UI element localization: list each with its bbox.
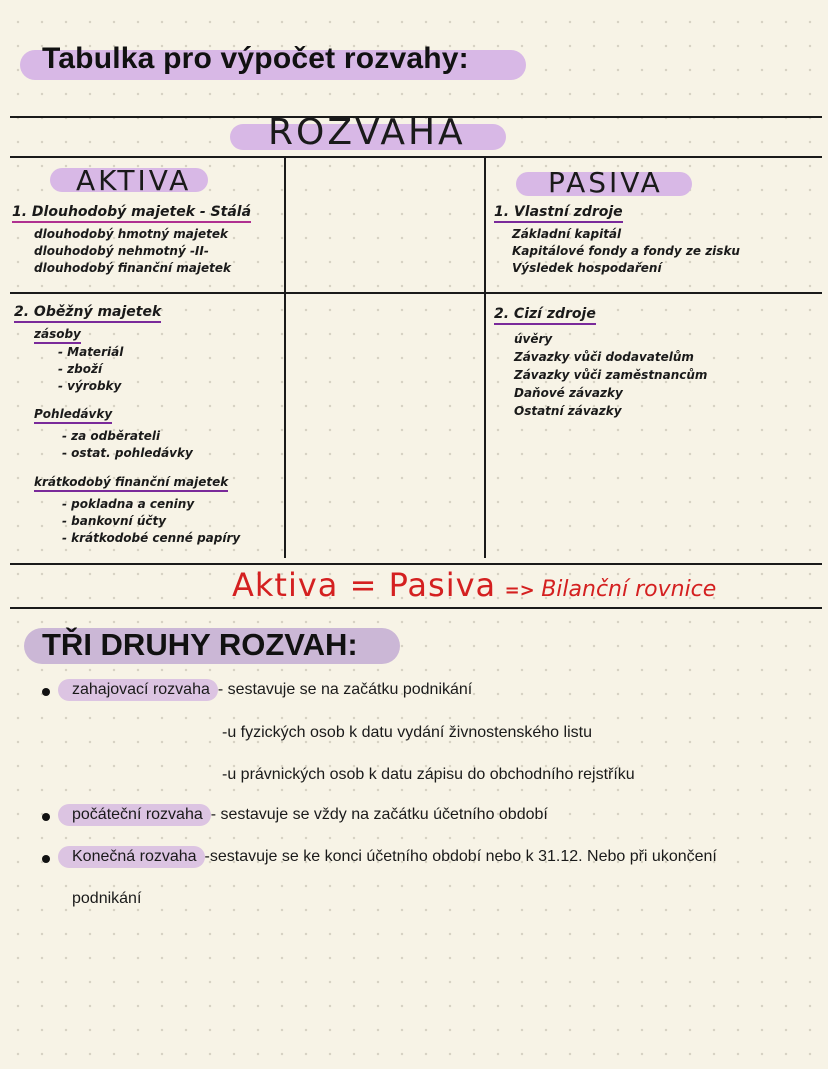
zasoby-label xyxy=(34,326,81,343)
term-highlight: počáteční rozvaha xyxy=(58,804,211,826)
list-item: Kapitálové fondy a fondy ze zisku xyxy=(512,244,740,258)
aktiva-section2-title xyxy=(14,304,161,320)
pasiva-section1-title-text: 1. Vlastní zdroje xyxy=(494,204,623,223)
list-item: dlouhodobý hmotný majetek xyxy=(34,227,228,241)
rozvaha-heading: ROZVAHA xyxy=(268,112,466,153)
list-item: Daňové závazky xyxy=(514,386,623,400)
list-item xyxy=(58,848,717,866)
table-mid-line xyxy=(10,292,822,294)
list-item xyxy=(58,806,548,824)
bullet-icon xyxy=(42,855,50,863)
aktiva-section1-list xyxy=(34,226,231,277)
pohledavky-label-text: Pohledávky xyxy=(34,407,112,424)
list-item: dlouhodobý nehmotný -II- xyxy=(34,244,209,258)
list-item: - Materiál xyxy=(58,345,124,359)
page-title: Tabulka pro výpočet rozvahy: xyxy=(42,42,469,75)
balance-equation xyxy=(232,566,716,604)
aktiva-section1-title xyxy=(12,204,251,220)
list-item: Závazky vůči dodavatelům xyxy=(514,350,694,364)
list-item: Výsledek hospodaření xyxy=(512,261,662,275)
zasoby-list xyxy=(58,344,123,395)
item-text: - sestavuje se na začátku podnikání xyxy=(217,681,473,698)
list-item: - za odběrateli xyxy=(62,429,161,443)
term-highlight: zahajovací rozvaha xyxy=(58,679,218,701)
equation-arrow: => xyxy=(504,580,535,601)
item-text: -sestavuje se ke konci účetního období nebo k 31.12. Nebo při ukončení xyxy=(204,848,717,865)
list-item: - bankovní účty xyxy=(62,514,167,528)
subitem: -u fyzických osob k datu vydání živnostenského listu xyxy=(222,724,592,741)
list-item: - krátkodobé cenné papíry xyxy=(62,531,241,545)
pohledavky-list xyxy=(62,428,193,462)
list-item xyxy=(58,681,472,699)
table-col-divider-left xyxy=(284,158,286,558)
item-continuation: podnikání xyxy=(72,890,142,907)
kratkodoby-label-text: krátkodobý finanční majetek xyxy=(34,475,228,492)
zasoby-label-text: zásoby xyxy=(34,327,81,344)
bullet-icon xyxy=(42,688,50,696)
list-item: Ostatní závazky xyxy=(514,404,622,418)
aktiva-section1-title-text: 1. Dlouhodobý majetek - Stálá xyxy=(12,204,251,223)
table-col-divider-right xyxy=(484,158,486,558)
list-item: - zboží xyxy=(58,362,103,376)
pasiva-heading: PASIVA xyxy=(548,166,663,199)
pohledavky-label xyxy=(34,406,112,423)
pasiva-section1-title xyxy=(494,204,623,220)
list-item: - pokladna a ceniny xyxy=(62,497,195,511)
pasiva-section2-list xyxy=(514,330,707,420)
pasiva-section2-title-text: 2. Cizí zdroje xyxy=(494,306,596,325)
pasiva-section1-list xyxy=(512,226,740,277)
section2-title: TŘI DRUHY ROZVAH: xyxy=(42,627,358,662)
aktiva-section2-title-text: 2. Oběžný majetek xyxy=(14,304,161,323)
kratkodoby-list xyxy=(62,496,240,547)
list-item: - výrobky xyxy=(58,379,122,393)
equation-note: Bilanční rovnice xyxy=(541,577,717,602)
equation-text: Aktiva = Pasiva xyxy=(232,566,497,604)
bullet-icon xyxy=(42,813,50,821)
item-text: - sestavuje se vždy na začátku účetního období xyxy=(210,806,548,823)
list-item: Základní kapitál xyxy=(512,227,622,241)
aktiva-heading: AKTIVA xyxy=(76,164,192,197)
table-header-line xyxy=(10,156,822,158)
list-item: Závazky vůči zaměstnancům xyxy=(514,368,708,382)
equation-bottom-line xyxy=(10,607,822,609)
subitem: -u právnických osob k datu zápisu do obchodního rejstříku xyxy=(222,766,635,783)
term-highlight: Konečná rozvaha xyxy=(58,846,205,868)
pasiva-section2-title xyxy=(494,306,596,322)
list-item: dlouhodobý finanční majetek xyxy=(34,261,231,275)
list-item: úvěry xyxy=(514,332,553,346)
kratkodoby-label xyxy=(34,474,228,491)
list-item: - ostat. pohledávky xyxy=(62,446,193,460)
table-bottom-line xyxy=(10,563,822,565)
